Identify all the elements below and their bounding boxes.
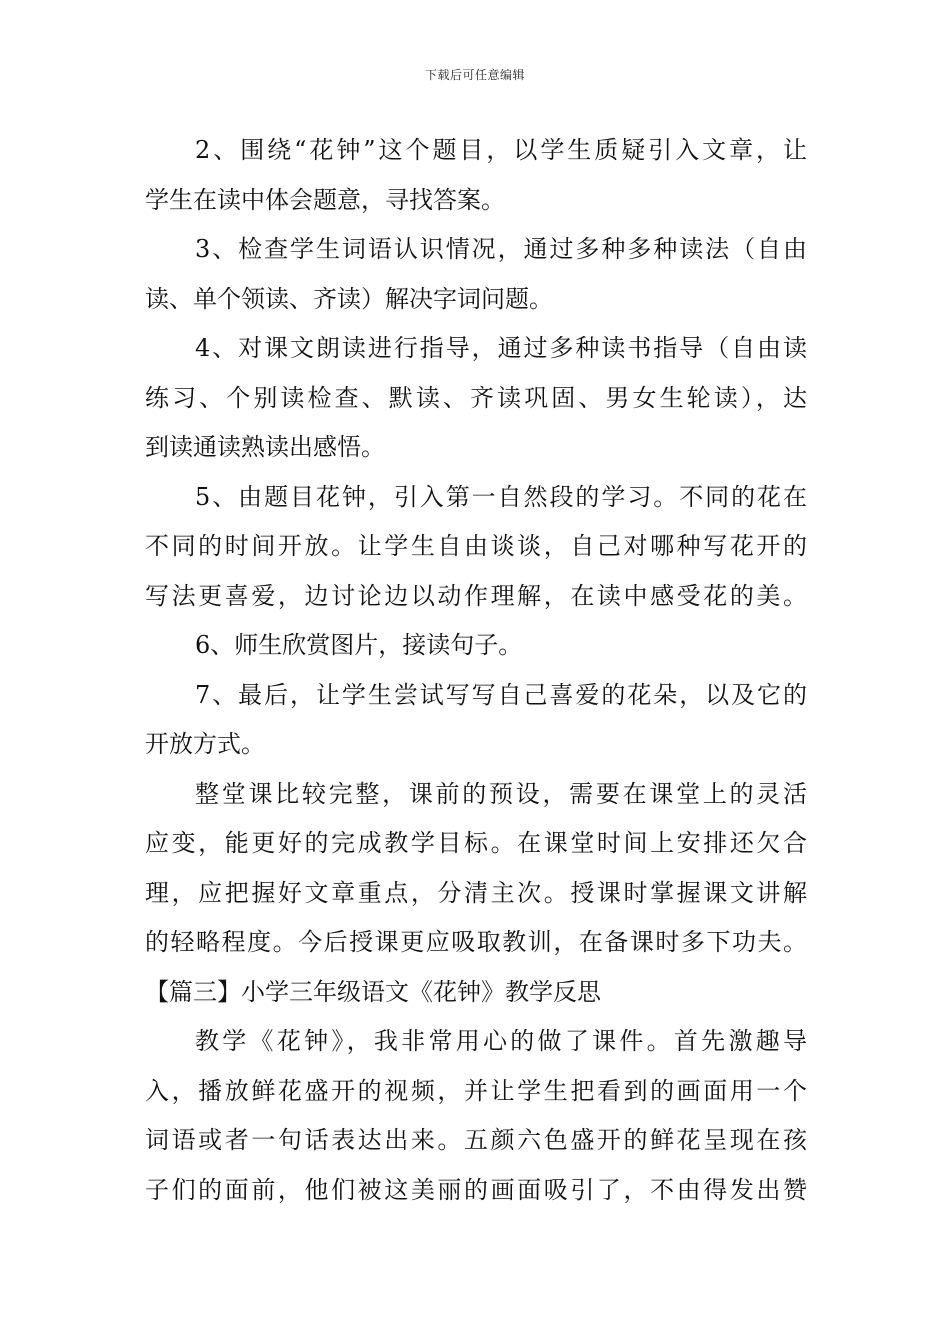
text-line: 整堂课比较完整，课前的预设，需要在课堂上的灵活 (195, 779, 807, 808)
text-line: 6、师生欣赏图片，接读句子。 (195, 631, 523, 659)
text-line: 的轻略程度。今后授课更应吸取教训，在备课时多下功夫。 (145, 928, 807, 956)
text-line: 教学《花钟》，我非常用心的做了课件。首先激趣导 (195, 1027, 807, 1055)
page-header: 下载后可任意编辑 (424, 68, 525, 82)
text-line: 7、最后，让学生尝试写写自己喜爱的花朵，以及它的 (195, 680, 807, 709)
text-line: 入，播放鲜花盛开的视频，并让学生把看到的画面用一个 (145, 1076, 807, 1105)
text-line: 到读通读熟读出感悟。 (145, 433, 385, 461)
text-line: 写法更喜爱，边讨论边以动作理解，在读中感受花的美。 (145, 581, 807, 610)
document-body (145, 126, 807, 1215)
text-line: 理，应把握好文章重点，分清主次。授课时掌握课文讲解 (145, 878, 807, 907)
text-line: 学生在读中体会题意，寻找答案。 (145, 185, 505, 214)
text-line: 2、围绕“花钟”这个题目，以学生质疑引入文章，让 (195, 136, 807, 164)
text-line: 5、由题目花钟，引入第一自然段的学习。不同的花在 (195, 482, 807, 511)
text-line: 3、检查学生词语认识情况，通过多种多种读法（自由 (195, 235, 807, 263)
text-line: 练习、个别读检查、默读、齐读巩固、男女生轮读），达 (145, 383, 807, 412)
text-line: 【篇三】小学三年级语文《花钟》教学反思 (145, 977, 601, 1006)
text-line: 不同的时间开放。让学生自由谈谈，自己对哪种写花开的 (145, 532, 807, 560)
text-line: 4、对课文朗读进行指导，通过多种读书指导（自由读 (195, 334, 807, 362)
text-line: 读、单个领读、齐读）解决字词问题。 (145, 284, 553, 313)
text-line: 开放方式。 (145, 730, 265, 758)
text-line: 应变，能更好的完成教学目标。在课堂时间上安排还欠合 (145, 829, 807, 857)
text-line: 词语或者一句话表达出来。五颜六色盛开的鲜花呈现在孩 (145, 1126, 807, 1154)
text-line: 子们的面前，他们被这美丽的画面吸引了，不由得发出赞 (145, 1175, 807, 1204)
